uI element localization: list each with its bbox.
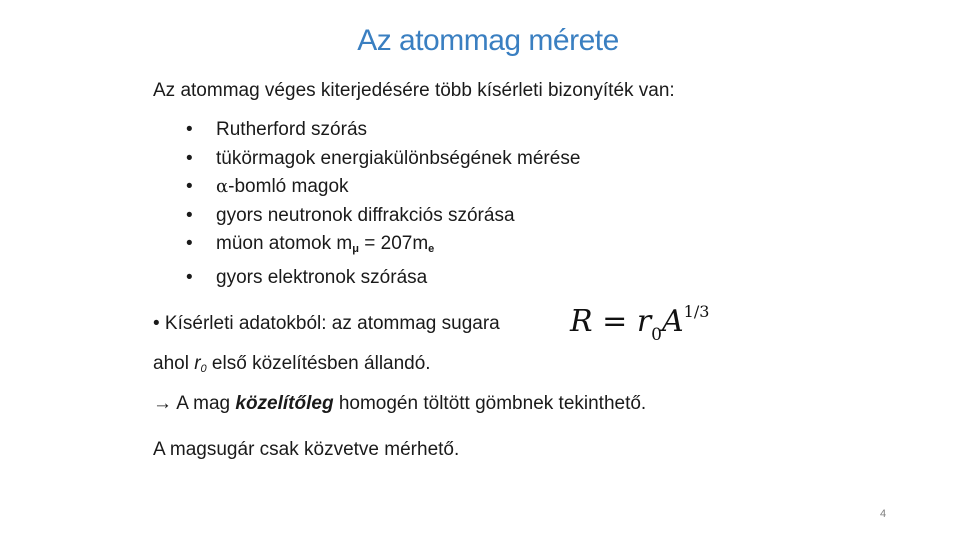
list-item-text: -bomló magok: [228, 176, 349, 198]
formula-a: A: [661, 304, 684, 339]
note-text: A magsugár csak közvetve mérhető.: [153, 439, 460, 460]
list-item-text: gyors elektronok szórása: [216, 266, 428, 288]
ahol-symbol-subscript: 0: [200, 363, 207, 375]
list-item: [186, 264, 580, 293]
formula-exponent: 1/3: [683, 302, 710, 321]
experiment-line: • Kísérleti adatokból: az atommag sugara: [153, 313, 500, 334]
list-item-text: = 207m: [358, 233, 429, 255]
list-item: [186, 116, 580, 145]
list-item: [186, 173, 580, 202]
intro-text: Az atommag véges kiterjedésére több kísérleti bizonyíték van:: [153, 80, 675, 101]
muon-subscript: μ: [352, 243, 359, 256]
ahol-line: [153, 353, 431, 375]
alpha-symbol: α: [216, 176, 229, 198]
radius-formula: [570, 302, 709, 345]
page-number: 4: [879, 508, 887, 520]
formula-r-subscript: 0: [651, 325, 662, 345]
conclusion-line: [153, 393, 646, 415]
list-item: [186, 230, 580, 264]
conclusion-emphasis: közelítőleg: [235, 393, 334, 414]
formula-equals: =: [592, 304, 637, 339]
list-item: [186, 202, 580, 231]
electron-subscript: e: [428, 243, 435, 256]
list-item-text: Rutherford szórás: [216, 119, 368, 140]
ahol-symbol: r: [194, 353, 201, 374]
formula-lhs: R: [570, 304, 593, 339]
evidence-list: [186, 116, 580, 293]
ahol-suffix: első közelítésben állandó.: [206, 353, 431, 374]
list-item-text: müon atomok m: [216, 233, 353, 255]
formula-r: r: [636, 304, 652, 339]
list-item-text: gyors neutronok diffrakciós szórása: [216, 204, 515, 226]
list-item-text: tükörmagok energiakülönbségének mérése: [216, 147, 581, 169]
ahol-prefix: ahol: [153, 353, 195, 374]
slide-title: Az atommag mérete: [357, 24, 619, 57]
list-item: [186, 145, 580, 174]
conclusion-prefix: → A mag: [153, 393, 236, 414]
conclusion-suffix: homogén töltött gömbnek tekinthető.: [333, 393, 647, 414]
